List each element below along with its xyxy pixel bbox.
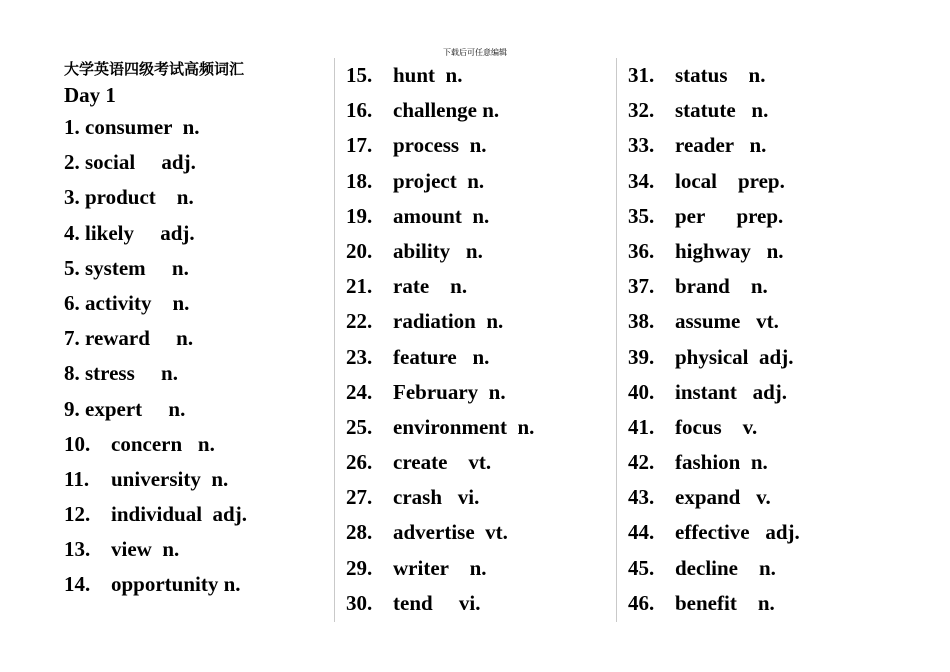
vocab-word: radiation n. [393,309,504,334]
vocab-word: feature n. [393,344,490,369]
vocab-word: consumer n. [85,115,200,139]
vocab-item [346,586,611,621]
vocab-item [346,199,611,234]
vocab-word: benefit n. [675,590,775,615]
item-number: 19. [346,203,373,228]
vocab-word: assume vt. [675,309,779,334]
vocab-column-3 [628,58,893,621]
item-number: 20. [346,238,373,263]
item-number: 45. [628,555,655,580]
vocab-word: amount n. [393,203,490,228]
vocab-item [628,445,893,480]
day-label: Day 1 [64,83,116,107]
document-title: 大学英语四级考试高频词汇 [64,60,245,78]
vocab-item [346,410,611,445]
vocab-word: social adj. [85,150,196,175]
item-number: 16. [346,98,373,123]
vocab-item [346,375,611,410]
vocab-item [64,286,329,321]
item-number: 12. [64,502,91,527]
item-number: 13. [64,537,91,562]
item-number: 38. [628,309,655,334]
vocab-item [64,356,329,391]
item-number: 22. [346,309,373,334]
item-number: 40. [628,379,655,404]
item-number: 9. [64,396,80,421]
vocab-item [628,164,893,199]
vocab-word: brand n. [675,274,768,299]
vocab-word: writer n. [393,555,487,580]
vocab-word: effective adj. [675,520,800,545]
item-number: 34. [628,168,655,193]
item-number: 4. [64,220,80,245]
item-number: 33. [628,133,655,158]
vocab-column-2 [346,58,611,621]
item-number: 25. [346,414,373,439]
column-divider [334,58,335,622]
vocab-word: fashion n. [675,450,768,475]
vocab-word: instant adj. [675,379,788,404]
vocab-word: create vt. [393,450,492,475]
item-number: 30. [346,590,373,615]
vocab-list [346,58,611,621]
vocab-word: February n. [393,379,506,404]
item-number: 36. [628,238,655,263]
vocab-word: decline n. [675,555,776,580]
item-number: 46. [628,590,655,615]
vocab-item [346,304,611,339]
vocab-column-1 [64,58,329,603]
item-number: 44. [628,520,655,545]
vocab-word: university n. [111,466,229,491]
page-header-note: 下载后可任意编辑 [443,48,507,57]
vocab-word: ability n. [393,238,483,263]
vocab-word: stress n. [85,361,178,386]
vocab-word: focus v. [675,414,758,439]
vocab-list [628,58,893,621]
vocab-word: reader n. [675,133,767,158]
vocab-word: per prep. [675,203,784,228]
vocab-item [346,269,611,304]
vocab-item [628,234,893,269]
item-number: 27. [346,485,373,510]
vocab-item [64,216,329,251]
vocab-item [64,145,329,180]
vocab-item [346,551,611,586]
vocab-item [64,321,329,356]
vocab-word: individual adj. [111,502,247,527]
item-number: 43. [628,485,655,510]
item-number: 6. [64,290,80,315]
column-divider [616,58,617,622]
vocab-item [346,340,611,375]
vocab-word: status n. [675,63,766,87]
vocab-word: tend vi. [393,590,481,615]
vocab-word: physical adj. [675,344,794,369]
item-number: 29. [346,555,373,580]
vocab-word: product n. [85,185,194,210]
item-number: 32. [628,98,655,123]
vocab-word: statute n. [675,98,769,123]
vocab-item [628,304,893,339]
vocab-item [64,180,329,215]
item-number: 21. [346,274,373,299]
item-number: 17. [346,133,373,158]
vocab-item [628,586,893,621]
vocab-item [346,128,611,163]
item-number: 37. [628,274,655,299]
vocab-item [346,480,611,515]
vocab-word: opportunity n. [111,572,241,597]
item-number: 2. [64,150,80,175]
vocab-word: local prep. [675,168,785,193]
vocab-item [628,340,893,375]
item-number: 11. [64,466,90,491]
vocab-item [346,234,611,269]
vocab-item [64,497,329,532]
item-number: 15. [346,63,373,87]
item-number: 42. [628,450,655,475]
vocab-word: highway n. [675,238,784,263]
item-number: 23. [346,344,373,369]
vocab-item [346,164,611,199]
vocab-item [64,462,329,497]
vocab-word: expert n. [85,396,186,421]
vocab-item [346,515,611,550]
vocab-word: project n. [393,168,485,193]
vocab-word: crash vi. [393,485,480,510]
vocab-word: expand v. [675,485,771,510]
vocab-item [64,532,329,567]
item-number: 1. [64,115,80,139]
vocab-item [346,93,611,128]
vocab-word: advertise vt. [393,520,508,545]
item-number: 10. [64,431,91,456]
vocab-item [346,58,611,93]
vocab-item [628,375,893,410]
vocab-item [64,392,329,427]
vocab-word: rate n. [393,274,468,299]
vocab-item [628,269,893,304]
vocab-item [628,410,893,445]
vocab-word: activity n. [85,290,190,315]
vocab-item [628,551,893,586]
vocab-item [628,199,893,234]
vocab-item [64,427,329,462]
item-number: 14. [64,572,91,597]
vocab-item [346,445,611,480]
vocab-item [628,93,893,128]
vocab-item [64,251,329,286]
vocab-word: system n. [85,255,189,280]
item-number: 31. [628,63,655,87]
item-number: 39. [628,344,655,369]
vocab-list [64,110,329,603]
vocab-word: reward n. [85,326,194,351]
item-number: 8. [64,361,80,386]
vocab-item [64,110,329,145]
vocab-item [628,480,893,515]
item-number: 5. [64,255,80,280]
vocab-item [628,58,893,93]
item-number: 3. [64,185,80,210]
item-number: 7. [64,326,80,351]
vocab-word: concern n. [111,431,215,456]
vocab-word: environment n. [393,414,535,439]
vocab-item [628,515,893,550]
item-number: 35. [628,203,655,228]
item-number: 24. [346,379,373,404]
item-number: 28. [346,520,373,545]
vocab-word: view n. [111,537,180,562]
item-number: 26. [346,450,373,475]
item-number: 41. [628,414,655,439]
vocab-word: process n. [393,133,487,158]
vocab-item [628,128,893,163]
vocab-word: likely adj. [85,220,195,245]
vocab-word: hunt n. [393,63,463,87]
vocab-word: challenge n. [393,98,500,123]
vocab-item [64,567,329,602]
item-number: 18. [346,168,373,193]
